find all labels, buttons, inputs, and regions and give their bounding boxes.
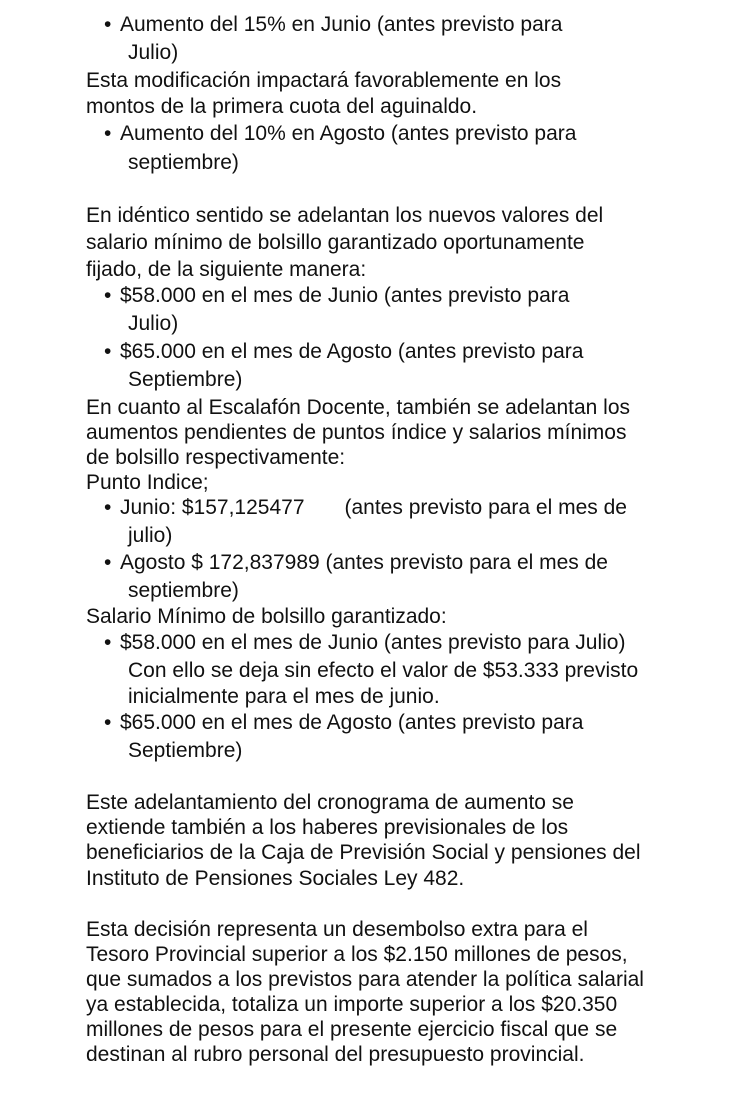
bullet-marker: • <box>104 631 112 654</box>
paragraph-line: Instituto de Pensiones Sociales Ley 482. <box>86 867 465 890</box>
bullet-marker: • <box>104 711 112 734</box>
list-item-salario-agosto <box>104 339 583 365</box>
bullet-marker: • <box>104 496 112 519</box>
bullet-marker: • <box>104 340 112 363</box>
list-item-text: Aumento del 10% en Agosto (antes previsto para <box>120 122 577 145</box>
paragraph-line: Tesoro Provincial superior a los $2.150 millones de pesos, <box>86 943 628 966</box>
paragraph-line: salario mínimo de bolsillo garantizado oportunamente <box>86 231 585 254</box>
list-item-text: $65.000 en el mes de Agosto (antes previsto para <box>120 340 584 363</box>
paragraph-line: ya establecida, totaliza un importe superior a los $20.350 <box>86 993 618 1016</box>
list-item-continuation: Septiembre) <box>128 368 243 391</box>
paragraph-line: que sumados a los previstos para atender la política salarial <box>86 968 644 991</box>
list-item-punto-junio <box>104 495 627 521</box>
list-item-continuation: Julio) <box>128 312 179 335</box>
paragraph-line: millones de pesos para el presente ejercicio fiscal que se <box>86 1018 618 1041</box>
paragraph-line: fijado, de la siguiente manera: <box>86 258 367 281</box>
paragraph-line: Este adelantamiento del cronograma de aumento se <box>86 791 574 814</box>
paragraph-line: de bolsillo respectivamente: <box>86 446 346 469</box>
bullet-marker: • <box>104 551 112 574</box>
paragraph-line: beneficiarios de la Caja de Previsión Social y pensiones del <box>86 841 641 864</box>
list-item-text: $58.000 en el mes de Junio (antes previsto para <box>120 284 570 307</box>
list-item-continuation: Julio) <box>128 41 179 64</box>
bullet-marker: • <box>104 13 112 36</box>
list-item-text: Junio: $157,125477 <box>120 496 305 519</box>
paragraph-line: Esta modificación impactará favorablemente en los <box>86 69 562 92</box>
list-item-text: $65.000 en el mes de Agosto (antes previsto para <box>120 711 584 734</box>
list-item-continuation: septiembre) <box>128 579 239 602</box>
list-item-salario-min-junio <box>104 630 625 656</box>
list-item-continuation: julio) <box>128 524 173 547</box>
list-item-punto-agosto <box>104 550 608 576</box>
section-heading-salario-minimo: Salario Mínimo de bolsillo garantizado: <box>86 605 447 628</box>
list-item-text: (antes previsto para el mes de <box>344 496 627 519</box>
paragraph-line: extiende también a los haberes previsionales de los <box>86 816 569 839</box>
bullet-marker: • <box>104 122 112 145</box>
list-item-aumento-junio <box>104 12 562 38</box>
list-item-text: $58.000 en el mes de Junio (antes previsto para Julio) <box>120 631 626 654</box>
list-item-aumento-agosto <box>104 121 576 147</box>
list-item-continuation: Septiembre) <box>128 739 243 762</box>
list-item-text: Agosto $ 172,837989 (antes previsto para el mes de <box>120 551 608 574</box>
paragraph-line: Esta decisión representa un desembolso extra para el <box>86 918 588 941</box>
paragraph-line: En cuanto al Escalafón Docente, también se adelantan los <box>86 396 631 419</box>
list-item-text: Aumento del 15% en Junio (antes previsto para <box>120 13 563 36</box>
paragraph-line: montos de la primera cuota del aguinaldo. <box>86 95 478 118</box>
list-item-salario-junio <box>104 283 569 309</box>
section-heading-punto-indice: Punto Indice; <box>86 471 209 494</box>
list-item-salario-min-agosto <box>104 710 583 736</box>
list-item-continuation: inicialmente para el mes de junio. <box>128 685 440 708</box>
paragraph-line: aumentos pendientes de puntos índice y salarios mínimos <box>86 421 627 444</box>
list-item-continuation: Con ello se deja sin efecto el valor de $53.333 previsto <box>128 659 639 682</box>
list-item-continuation: septiembre) <box>128 151 239 174</box>
paragraph-line: En idéntico sentido se adelantan los nuevos valores del <box>86 204 604 227</box>
bullet-marker: • <box>104 284 112 307</box>
paragraph-line: destinan al rubro personal del presupuesto provincial. <box>86 1043 585 1066</box>
